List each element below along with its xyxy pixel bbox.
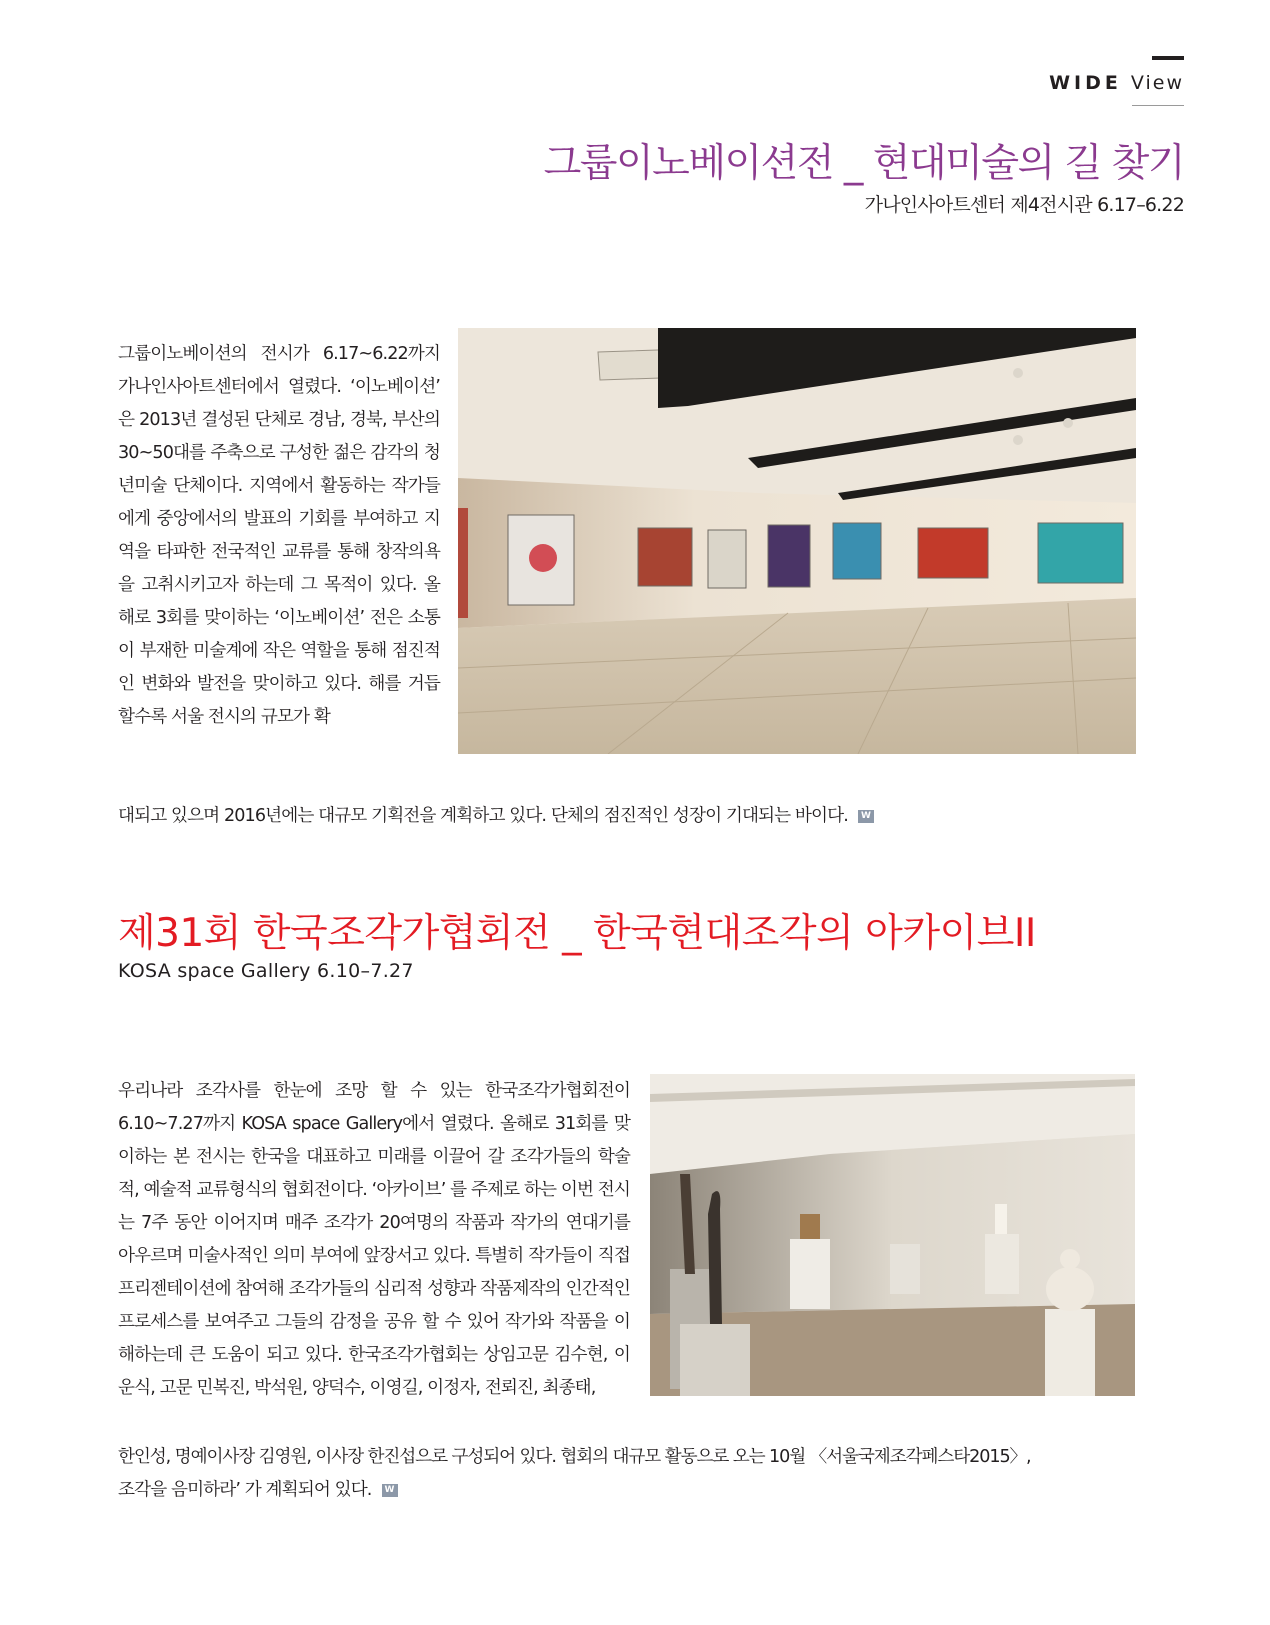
section-divider: [118, 868, 1184, 876]
article1-gallery-photo: [458, 328, 1136, 754]
header-rule: [1132, 105, 1184, 106]
article2-venue: KOSA space Gallery 6.10–7.27: [118, 960, 414, 982]
article-end-mark-icon: W: [858, 810, 874, 823]
section-label-light: View: [1130, 72, 1184, 94]
section-label: [1049, 72, 1184, 94]
article1-body: 그룹이노베이션의 전시가 6.17~6.22까지 가나인사아트센터에서 열렸다. ‘이노베이션’ 은 2013년 결성된 단체로 경남, 경북, 부산의 30~50대를 주축으로 구성한 젊은 감각의 청년미술 단체이다. 지역에서 활동하는 작가들에게 중앙에서의 발표의 기회를 부여하고 지역을 타파한 전국적인 교류를 통해 창작의욕을 고취시키고자 하는데 그 목적이 있다. 올해로 3회를 맞이하는 ‘이노베이션’ 전은 소통이 부재한 미술계에 작은 역할을 통해 점진적인 변화와 발전을 맞이하고 있다. 해를 거듭할수록 서울 전시의 규모가 확: [118, 344, 440, 727]
header-accent-bar: [1152, 56, 1184, 60]
article1-venue: 가나인사아트센터 제4전시관 6.17–6.22: [864, 194, 1184, 216]
article1-body-last-text: 대되고 있으며 2016년에는 대규모 기획전을 계획하고 있다. 단체의 점진적인 성장이 기대되는 바이다.: [118, 806, 848, 826]
article1-title: 그룹이노베이션전 _ 현대미술의 길 찾기: [543, 141, 1184, 186]
article2-body-line-a: 한인성, 명예이사장 김영원, 이사장 한진섭으로 구성되어 있다. 협회의 대규모 활동으로 오는 10월 〈서울국제조각페스타2015〉,: [118, 1447, 1031, 1467]
article1-body-last-line: [118, 800, 874, 833]
article2-body-line-b: [118, 1474, 398, 1507]
article2-body-last-text: 조각을 음미하라’ 가 계획되어 있다.: [118, 1480, 372, 1500]
section-label-bold: WIDE: [1049, 72, 1122, 94]
article2-sculpture-photo: [650, 1074, 1135, 1396]
article2-title: 제31회 한국조각가협회전 _ 한국현대조각의 아카이브II: [118, 911, 1036, 956]
article-end-mark-icon: W: [382, 1484, 398, 1497]
article2-body: 우리나라 조각사를 한눈에 조망 할 수 있는 한국조각가협회전이 6.10~7.27까지 KOSA space Gallery에서 열렸다. 올해로 31회를 맞이하는 본 전시는 한국을 대표하고 미래를 이끌어 갈 조각가들의 학술적, 예술적 교류형식의 협회전이다. ‘아카이브’ 를 주제로 하는 이번 전시는 7주 동안 이어지며 매주 조각가 20여명의 작품과 작가의 연대기를 아우르며 미술사적인 의미 부여에 앞장서고 있다. 특별히 작가들이 직접 프리젠테이션에 참여해 조각가들의 심리적 성향과 작품제작의 인간적인 프로세스를 보여주고 그들의 감정을 공유 할 수 있어 작가와 작품을 이해하는데 큰 도움이 되고 있다. 한국조각가협회는 상임고문 김수현, 이운식, 고문 민복진, 박석원, 양덕수, 이영길, 이정자, 전뢰진, 최종태,: [118, 1081, 630, 1398]
